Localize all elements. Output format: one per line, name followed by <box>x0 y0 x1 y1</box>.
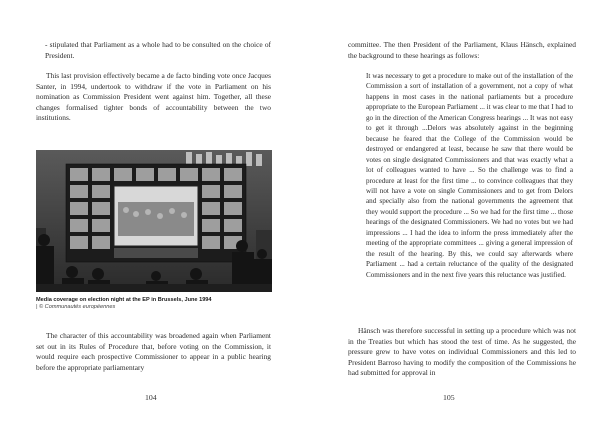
media-coverage-photo <box>36 150 272 292</box>
right-page <box>300 0 600 425</box>
caption-title: Media coverage on election night at the EP in Brussels, June 1994 <box>36 297 212 303</box>
caption-credit: | © Communautés européennes <box>36 304 116 311</box>
intro-text: committee. The then President of the Parliament, Klaus Hänsch, explained the background to these hearings as follows: <box>348 40 576 60</box>
block-quote: It was necessary to get a procedure to make out of the installation of the Commission a sort of installation of a government, not a copy of what happens in most cases in the national parliaments but a procedure appropriate to the European Parliament ... it was clear to me that I had to go in the direction of the American Congress hearings ... It was not easy to get it through ...Delors was absolutely against in the beginning because he feared that the College of the Commission would be destroyed or endangered at least, because he saw that there would be votes on single designated Commissioners and that was exactly what a lot of colleagues wanted to have ... So the challenge was to find a procedure at least for the first time ... to convince colleagues that they will not have a vote on single Commissioners and to get from Delors and specially also from the national governments the agreement that they would support the procedure ... So we had for the first time ... those hearings of the designated Commissioners. We had no votes but we had impressions ... I had the idea to inform the press immediately after the meeting of the appropriate committees ... giving a general impression of the result of the hearing. By this, we could say afterwards where Parliament ... had a certain reluctance of the quality of the designated Commissioners and in the next five years this reluctance was justified. <box>366 72 573 279</box>
closing-paragraph: Hänsch was therefore successful in setting up a procedure which was not in the Treaties but which has stood the test of time. As he suggested, the pressure grew to have votes on individual Commissioners and this led to President Barroso having to modify the composition of the Commissions he had submitted for approval in <box>348 326 576 378</box>
page-number-left: 104 <box>145 393 157 402</box>
photo-caption <box>36 297 272 311</box>
page-number-right: 105 <box>443 393 455 402</box>
paragraph-1: This last provision effectively became a de facto binding vote once Jacques Santer, in 1994, undertook to withdraw if the vote in Parliament on his nomination as Commission President went against him. Together, all these changes formalised tighter bonds of accountability between the two institutions. <box>36 71 271 123</box>
paragraph-2: The character of this accountability was broadened again when Parliament set out in its Rules of Procedure that, before voting on the Commission, it would require each prospective Commissioner to appear in a public hearing before the appropriate parliamentary <box>36 331 271 372</box>
bullet-text: - stipulated that Parliament as a whole had to be consulted on the choice of President. <box>45 40 271 60</box>
